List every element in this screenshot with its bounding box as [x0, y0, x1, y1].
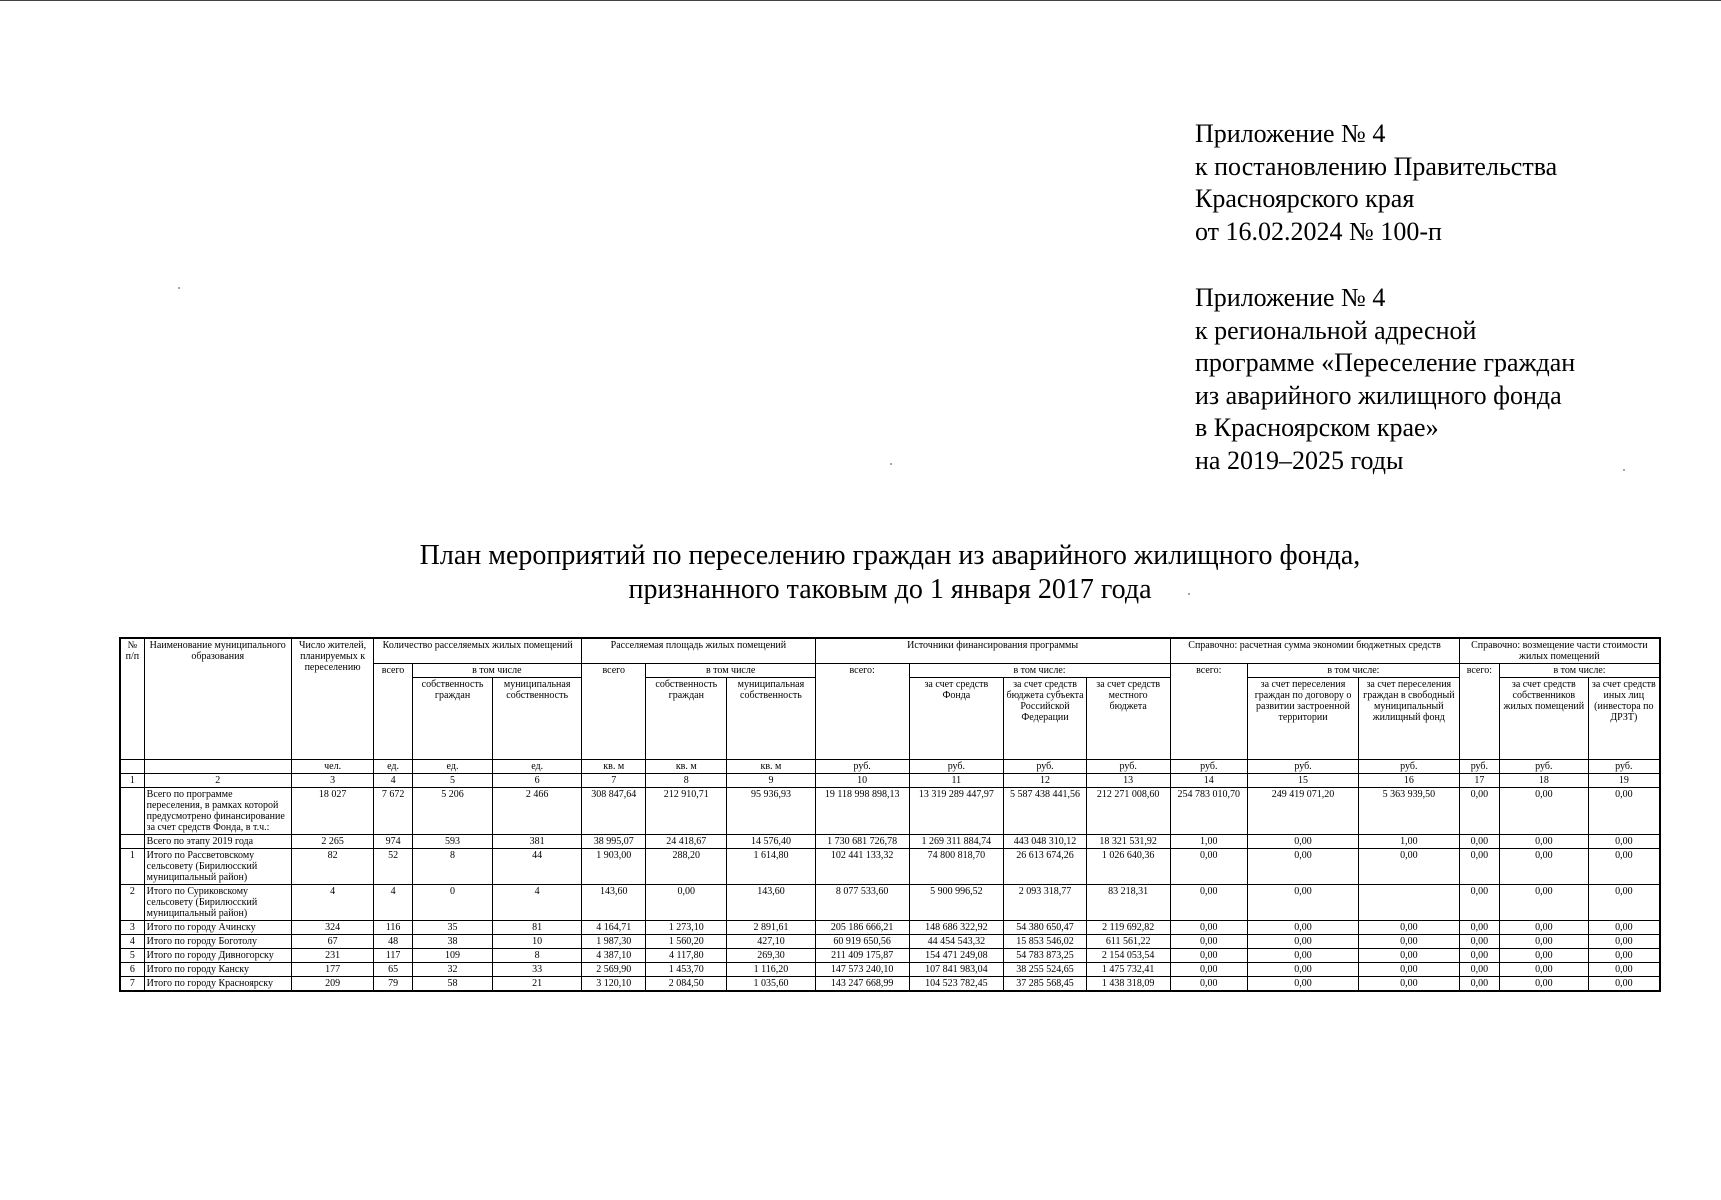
row-name: Итого по городу Канску [144, 963, 291, 977]
header-savings-total: всего: [1170, 664, 1248, 760]
annex-resolution-line: от 16.02.2024 № 100-п [1195, 216, 1442, 246]
row-value: 5 900 996,52 [909, 885, 1004, 921]
row-value: 0,00 [1588, 788, 1660, 835]
row-value: 211 409 175,87 [815, 949, 909, 963]
row-value: 109 [412, 949, 493, 963]
row-value: 209 [291, 977, 374, 992]
annex-resolution-line: Красноярского края [1195, 184, 1415, 213]
row-value: 0,00 [1248, 935, 1359, 949]
row-value: 0,00 [1588, 977, 1660, 992]
row-value: 0,00 [1459, 949, 1499, 963]
header-rooms-incl: в том числе [412, 664, 581, 678]
row-name: Итого по городу Красноярску [144, 977, 291, 992]
row-number: 6 [120, 963, 144, 977]
column-number: 17 [1459, 774, 1499, 788]
row-value: 15 853 546,02 [1004, 935, 1087, 949]
header-savings-incl: в том числе: [1248, 664, 1460, 678]
row-value: 10 [493, 935, 582, 949]
row-number: 1 [120, 849, 144, 885]
table-row [120, 921, 1660, 935]
row-value: 1 453,70 [646, 963, 727, 977]
units-cell: руб. [1588, 760, 1660, 774]
row-value: 1 475 732,41 [1086, 963, 1170, 977]
units-cell: ед. [493, 760, 582, 774]
row-value: 8 [412, 849, 493, 885]
row-value: 117 [374, 949, 412, 963]
row-value: 288,20 [646, 849, 727, 885]
row-value: 79 [374, 977, 412, 992]
table-row [120, 835, 1660, 849]
row-value: 1,00 [1358, 835, 1459, 849]
row-value: 143,60 [582, 885, 646, 921]
row-value: 1 026 640,36 [1086, 849, 1170, 885]
row-value: 32 [412, 963, 493, 977]
row-value: 212 271 008,60 [1086, 788, 1170, 835]
row-value: 38 [412, 935, 493, 949]
row-value: 35 [412, 921, 493, 935]
header-savings-group: Справочно: расчетная сумма экономии бюджетных средств [1170, 638, 1459, 664]
row-value: 611 561,22 [1086, 935, 1170, 949]
row-value: 7 672 [374, 788, 412, 835]
table-row [120, 963, 1660, 977]
row-value: 81 [493, 921, 582, 935]
header-dev-contract: за счет переселения граждан по договору о развитии застроенной территории [1248, 678, 1359, 760]
row-value: 593 [412, 835, 493, 849]
column-number: 18 [1500, 774, 1589, 788]
row-value: 65 [374, 963, 412, 977]
row-value: 1,00 [1170, 835, 1248, 849]
row-value: 212 910,71 [646, 788, 727, 835]
row-value: 82 [291, 849, 374, 885]
column-number: 10 [815, 774, 909, 788]
row-value: 0,00 [1170, 885, 1248, 921]
document-title [300, 539, 1480, 607]
column-number: 9 [727, 774, 816, 788]
row-name: Всего по программе переселения, в рамках которой предусмотрено финансирование за счет средств Фонда, в т.ч.: [144, 788, 291, 835]
row-value: 54 783 873,25 [1004, 949, 1087, 963]
column-number: 12 [1004, 774, 1087, 788]
header-owners-funds: за счет средств собственников жилых помещений [1500, 678, 1589, 760]
row-name: Итого по Суриковскому сельсовету (Бирилюсский муниципальный район) [144, 885, 291, 921]
row-value: 0,00 [1459, 885, 1499, 921]
row-value: 1 730 681 726,78 [815, 835, 909, 849]
row-value: 8 077 533,60 [815, 885, 909, 921]
row-value: 1 438 318,09 [1086, 977, 1170, 992]
row-value: 19 118 998 898,13 [815, 788, 909, 835]
row-value: 5 587 438 441,56 [1004, 788, 1087, 835]
table-row [120, 788, 1660, 835]
annex-program-line: на 2019–2025 годы [1195, 445, 1404, 475]
column-number: 13 [1086, 774, 1170, 788]
column-number: 3 [291, 774, 374, 788]
row-value: 102 441 133,32 [815, 849, 909, 885]
row-value: 0,00 [1500, 949, 1589, 963]
row-value: 4 387,10 [582, 949, 646, 963]
row-value: 0,00 [1248, 949, 1359, 963]
row-value: 2 891,61 [727, 921, 816, 935]
row-name: Всего по этапу 2019 года [144, 835, 291, 849]
header-num: № п/п [120, 638, 144, 760]
row-value: 0,00 [1170, 977, 1248, 992]
row-value: 0,00 [1588, 949, 1660, 963]
row-value: 38 255 524,65 [1004, 963, 1087, 977]
row-value: 0,00 [1500, 921, 1589, 935]
row-value: 2 119 692,82 [1086, 921, 1170, 935]
column-number: 7 [582, 774, 646, 788]
annex-resolution-line: к постановлению Правительства [1195, 151, 1558, 181]
header-other-funds: за счет средств иных лиц (инвестора по ДРЗТ) [1588, 678, 1660, 760]
column-number: 5 [412, 774, 493, 788]
row-value: 1 560,20 [646, 935, 727, 949]
row-value: 1 614,80 [727, 849, 816, 885]
row-value: 0,00 [1170, 963, 1248, 977]
row-value: 0 [412, 885, 493, 921]
row-value: 0,00 [1459, 788, 1499, 835]
header-name: Наименование муниципального образования [144, 638, 291, 760]
row-value: 0,00 [1459, 977, 1499, 992]
row-value: 1 273,10 [646, 921, 727, 935]
annex-resolution-line: Приложение № 4 [1195, 119, 1386, 148]
row-value: 254 783 010,70 [1170, 788, 1248, 835]
resettlement-plan-table [119, 637, 1661, 992]
row-value: 0,00 [1358, 977, 1459, 992]
header-reimbursement-total: всего: [1459, 664, 1499, 760]
row-value: 0,00 [1248, 885, 1359, 921]
row-value: 4 117,80 [646, 949, 727, 963]
row-value: 2 154 053,54 [1086, 949, 1170, 963]
table-row [120, 949, 1660, 963]
units-cell: ед. [374, 760, 412, 774]
column-number: 19 [1588, 774, 1660, 788]
row-value: 2 093 318,77 [1004, 885, 1087, 921]
column-number: 15 [1248, 774, 1359, 788]
row-value: 0,00 [1248, 921, 1359, 935]
scan-speck [1623, 469, 1625, 471]
header-row-groups [120, 638, 1660, 664]
header-funding-total: всего: [815, 664, 909, 760]
header-local-budget: за счет средств местного бюджета [1086, 678, 1170, 760]
row-value: 0,00 [1358, 849, 1459, 885]
row-value: 1 035,60 [727, 977, 816, 992]
row-value: 3 120,10 [582, 977, 646, 992]
row-value: 2 084,50 [646, 977, 727, 992]
row-value: 0,00 [1588, 963, 1660, 977]
row-value: 4 164,71 [582, 921, 646, 935]
row-number [120, 835, 144, 849]
row-number: 2 [120, 885, 144, 921]
row-value: 0,00 [1248, 977, 1359, 992]
row-value [1358, 885, 1459, 921]
row-value: 2 466 [493, 788, 582, 835]
row-value: 54 380 650,47 [1004, 921, 1087, 935]
row-value: 24 418,67 [646, 835, 727, 849]
units-cell: руб. [1170, 760, 1248, 774]
row-value: 95 936,93 [727, 788, 816, 835]
row-value: 0,00 [1588, 921, 1660, 935]
row-value: 107 841 983,04 [909, 963, 1004, 977]
column-number: 6 [493, 774, 582, 788]
row-value: 37 285 568,45 [1004, 977, 1087, 992]
header-area-owned: собственность граждан [646, 678, 727, 760]
table-row [120, 849, 1660, 885]
row-value: 0,00 [1500, 935, 1589, 949]
row-value: 0,00 [1248, 835, 1359, 849]
row-value: 0,00 [1248, 963, 1359, 977]
units-cell: руб. [909, 760, 1004, 774]
table-row [120, 977, 1660, 992]
row-value: 48 [374, 935, 412, 949]
row-value: 148 686 322,92 [909, 921, 1004, 935]
row-value: 0,00 [1500, 963, 1589, 977]
row-value: 104 523 782,45 [909, 977, 1004, 992]
units-cell: руб. [1086, 760, 1170, 774]
row-value: 8 [493, 949, 582, 963]
row-value: 18 321 531,92 [1086, 835, 1170, 849]
row-value: 21 [493, 977, 582, 992]
row-value: 269,30 [727, 949, 816, 963]
row-value: 231 [291, 949, 374, 963]
scan-speck [890, 463, 892, 465]
row-value: 58 [412, 977, 493, 992]
row-number: 3 [120, 921, 144, 935]
row-value: 0,00 [1170, 935, 1248, 949]
row-value: 52 [374, 849, 412, 885]
table-body [120, 788, 1660, 992]
header-subject-budget: за счет средств бюджета субъекта Российской Федерации [1004, 678, 1087, 760]
row-value: 13 319 289 447,97 [909, 788, 1004, 835]
row-value: 0,00 [1170, 849, 1248, 885]
table-row [120, 935, 1660, 949]
row-value: 2 569,90 [582, 963, 646, 977]
table-row [120, 885, 1660, 921]
row-number: 5 [120, 949, 144, 963]
row-value: 0,00 [1500, 849, 1589, 885]
header-area-group: Расселяемая площадь жилых помещений [582, 638, 816, 664]
annex-program-line: программе «Переселение граждан [1195, 348, 1576, 377]
units-row [120, 760, 1660, 774]
header-area-total: всего [582, 664, 646, 760]
row-value: 0,00 [646, 885, 727, 921]
row-number [120, 788, 144, 835]
units-cell: кв. м [646, 760, 727, 774]
row-number: 7 [120, 977, 144, 992]
column-number: 14 [1170, 774, 1248, 788]
document-title-line: признанного таковым до 1 января 2017 года [628, 574, 1152, 605]
row-value: 5 363 939,50 [1358, 788, 1459, 835]
row-value: 1 269 311 884,74 [909, 835, 1004, 849]
units-cell: руб. [1248, 760, 1359, 774]
row-value: 0,00 [1459, 921, 1499, 935]
row-value: 0,00 [1588, 885, 1660, 921]
units-cell [120, 760, 144, 774]
row-value: 0,00 [1459, 835, 1499, 849]
page-top-rule [0, 0, 1721, 1]
annex-resolution-block [1195, 118, 1557, 248]
header-reimbursement-group: Справочно: возмещение части стоимости жилых помещений [1459, 638, 1660, 664]
annex-program-block [1195, 282, 1575, 477]
header-residents: Число жителей, планируемых к переселению [291, 638, 374, 760]
units-cell: кв. м [582, 760, 646, 774]
row-value: 4 [291, 885, 374, 921]
row-value: 5 206 [412, 788, 493, 835]
row-value: 974 [374, 835, 412, 849]
row-value: 0,00 [1358, 949, 1459, 963]
units-cell: руб. [1459, 760, 1499, 774]
units-cell: ед. [412, 760, 493, 774]
row-value: 177 [291, 963, 374, 977]
row-value: 33 [493, 963, 582, 977]
header-funding-group: Источники финансирования программы [815, 638, 1170, 664]
header-area-municipal: муниципальная собственность [727, 678, 816, 760]
row-value: 154 471 249,08 [909, 949, 1004, 963]
header-rooms-group: Количество расселяемых жилых помещений [374, 638, 582, 664]
annex-program-line: Приложение № 4 [1195, 283, 1386, 312]
row-value: 0,00 [1358, 921, 1459, 935]
header-fund: за счет средств Фонда [909, 678, 1004, 760]
header-funding-incl: в том числе: [909, 664, 1170, 678]
row-value: 0,00 [1358, 963, 1459, 977]
column-number: 1 [120, 774, 144, 788]
scan-speck [178, 287, 180, 289]
row-value: 0,00 [1170, 949, 1248, 963]
column-number: 16 [1358, 774, 1459, 788]
row-value: 1 116,20 [727, 963, 816, 977]
row-value: 4 [374, 885, 412, 921]
row-value: 0,00 [1248, 849, 1359, 885]
row-value: 83 218,31 [1086, 885, 1170, 921]
annex-program-line: к региональной адресной [1195, 315, 1477, 345]
row-value: 0,00 [1500, 885, 1589, 921]
row-value: 0,00 [1588, 835, 1660, 849]
row-value: 67 [291, 935, 374, 949]
annex-program-line: из аварийного жилищного фонда [1195, 380, 1562, 410]
row-value: 427,10 [727, 935, 816, 949]
row-value: 116 [374, 921, 412, 935]
row-value: 308 847,64 [582, 788, 646, 835]
row-value: 44 [493, 849, 582, 885]
row-value: 0,00 [1500, 977, 1589, 992]
row-value: 0,00 [1170, 921, 1248, 935]
units-cell: чел. [291, 760, 374, 774]
column-number: 8 [646, 774, 727, 788]
row-value: 44 454 543,32 [909, 935, 1004, 949]
row-value: 143 247 668,99 [815, 977, 909, 992]
row-value: 74 800 818,70 [909, 849, 1004, 885]
row-value: 18 027 [291, 788, 374, 835]
row-value: 26 613 674,26 [1004, 849, 1087, 885]
units-cell: кв. м [727, 760, 816, 774]
row-value: 205 186 666,21 [815, 921, 909, 935]
row-value: 38 995,07 [582, 835, 646, 849]
row-value: 0,00 [1358, 935, 1459, 949]
row-value: 60 919 650,56 [815, 935, 909, 949]
row-name: Итого по Рассветовскому сельсовету (Бирилюсский муниципальный район) [144, 849, 291, 885]
row-value: 0,00 [1588, 849, 1660, 885]
row-number: 4 [120, 935, 144, 949]
row-value: 0,00 [1588, 935, 1660, 949]
row-value: 147 573 240,10 [815, 963, 909, 977]
units-cell: руб. [1358, 760, 1459, 774]
row-value: 0,00 [1500, 788, 1589, 835]
header-rooms-total: всего [374, 664, 412, 760]
row-value: 0,00 [1459, 963, 1499, 977]
units-cell: руб. [815, 760, 909, 774]
column-number: 2 [144, 774, 291, 788]
row-value: 143,60 [727, 885, 816, 921]
column-number: 11 [909, 774, 1004, 788]
column-number: 4 [374, 774, 412, 788]
units-cell: руб. [1500, 760, 1589, 774]
header-rooms-owned: собственность граждан [412, 678, 493, 760]
row-value: 0,00 [1459, 849, 1499, 885]
row-value: 2 265 [291, 835, 374, 849]
header-rooms-municipal: муниципальная собственность [493, 678, 582, 760]
row-value: 1 987,30 [582, 935, 646, 949]
row-value: 1 903,00 [582, 849, 646, 885]
header-reimbursement-incl: в том числе: [1500, 664, 1661, 678]
row-value: 0,00 [1500, 835, 1589, 849]
header-free-fund: за счет переселения граждан в свободный муниципальный жилищный фонд [1358, 678, 1459, 760]
row-value: 0,00 [1459, 935, 1499, 949]
units-cell [144, 760, 291, 774]
row-name: Итого по городу Дивногорску [144, 949, 291, 963]
row-name: Итого по городу Боготолу [144, 935, 291, 949]
row-value: 14 576,40 [727, 835, 816, 849]
document-title-line: План мероприятий по переселению граждан из аварийного жилищного фонда, [419, 540, 1361, 571]
row-name: Итого по городу Ачинску [144, 921, 291, 935]
column-numbers-row [120, 774, 1660, 788]
row-value: 4 [493, 885, 582, 921]
row-value: 324 [291, 921, 374, 935]
row-value: 443 048 310,12 [1004, 835, 1087, 849]
units-cell: руб. [1004, 760, 1087, 774]
row-value: 381 [493, 835, 582, 849]
header-area-incl: в том числе [646, 664, 815, 678]
row-value: 249 419 071,20 [1248, 788, 1359, 835]
annex-program-line: в Красноярском крае» [1195, 413, 1439, 442]
